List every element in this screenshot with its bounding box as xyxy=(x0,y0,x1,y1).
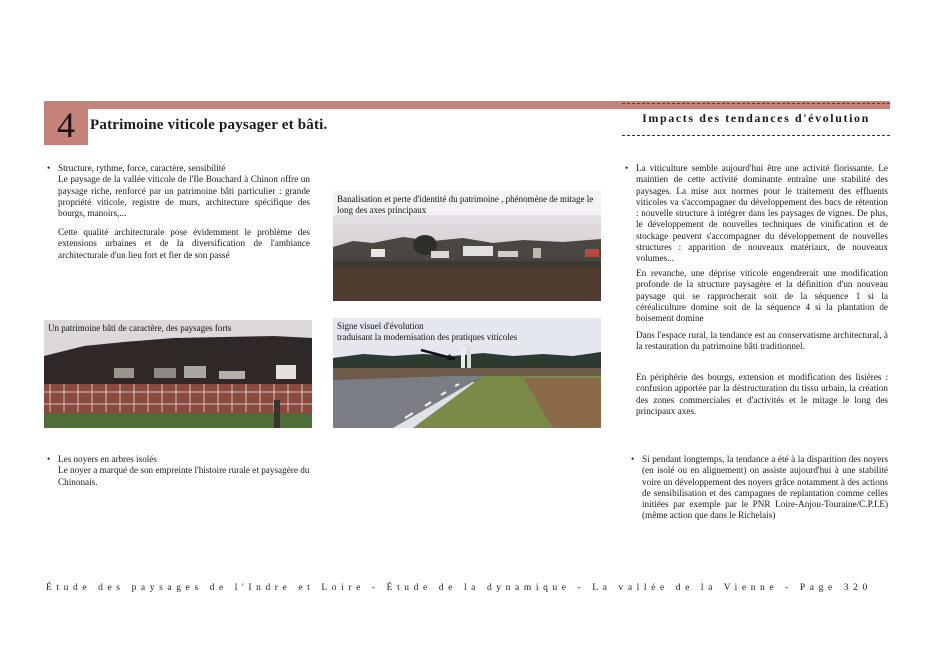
photo-village-plain xyxy=(333,191,601,301)
dashed-rule-top xyxy=(622,103,890,104)
impacts-heading: Impacts des tendances d'évolution xyxy=(642,111,870,125)
block-text: Si pendant longtemps, la tendance a été à la disparition des noyers (en isolé ou en alignement) on assiste aujourd'hui à une stabilité voire un développement des noyers grâce notamment à des actions de sensibilisation et des campagnes de replantation comme celles initiées par exemple par le PNR Loire-Anjou-Touraine/C.P.I.E) (même action que dans le Richelais) xyxy=(642,454,888,521)
dashed-rule-bottom xyxy=(622,135,890,136)
bullet: • xyxy=(47,163,51,173)
block-text: La viticulture semble aujourd'hui être une activité florissante. Le maintien de cette activité dominante entraîne une stabilité des paysages. La mise aux normes pour le traitement des effluents viticoles va s'accompagner du développement des bacs de rétention : nouvelle structure à intégrer dans les paysages de vignes. De plus, le développement de nouvelles techniques de vinification et de stockage peuvent s'accompagner du développement de nouvelles structures : apparition de nouveaux matériaux, de nouveaux volumes... xyxy=(636,163,888,264)
bullet: • xyxy=(47,454,51,464)
photo-caption: Un patrimoine bâti de caractère, des paysages forts xyxy=(48,323,232,333)
block-text: Le paysage de la vallée viticole de l'Ile Bouchard à Chinon offre un paysage riche, renforcé par un patrimoine bâti particulier : grande propriété viticole, registre de murs, architecture spécifique des bourgs, manoirs,... xyxy=(58,174,310,219)
bullet: • xyxy=(625,163,629,173)
page-footer: Étude des paysages de l'Indre et Loire - Étude de la dynamique - La vallée de la Vienne - Page 320 xyxy=(46,583,872,593)
right-block-noyers xyxy=(631,454,888,522)
left-block-noyers xyxy=(47,454,314,488)
block-heading: Les noyers en arbres isolés xyxy=(58,454,157,464)
left-block-quality: Cette qualité architecturale pose évidemment le problème des extensions urbaines et de la diversification de l'ambiance architecturale d'un lieu fort et fier de son passé xyxy=(58,227,310,260)
photo-caption: Banalisation et perte d'identité du patrimoine , phénomène de mitage le long des axes principaux xyxy=(337,194,594,215)
right-block-conservatisme: Dans l'espace rural, la tendance est au conservatisme architectural, à la restauration du patrimoine bâti traditionnel. xyxy=(636,330,888,352)
block-text: Le noyer a marqué de son empreinte l'histoire rurale et paysagère du Chinonais. xyxy=(58,465,310,487)
right-block-viticulture xyxy=(625,163,888,265)
landscape-image xyxy=(44,320,312,428)
photo-vineyard-hill xyxy=(44,320,312,428)
left-block-structure xyxy=(47,163,310,219)
photo-road-silos xyxy=(333,318,601,428)
right-block-deprise: En revanche, une déprise viticole engendrerait une modification profonde de la structure paysagère et la définition d'un nouveau paysage qui se rapprocherait soit de la séquence 1 si la céréaliculture domine soit de la séquence 4 si la plantation de boisement domine xyxy=(636,268,888,324)
page-title: Patrimoine viticole paysager et bâti. xyxy=(90,117,328,133)
section-number: 4 xyxy=(57,105,75,145)
right-block-peripherie: En périphérie des bourgs, extension et modification des lisières : confusion apportée par la déstructuration du tissu urbain, la création des zones commerciales et d'activités et le mitage le long des principaux axes. xyxy=(636,372,888,416)
bullet: • xyxy=(631,454,635,464)
photo-caption: Signe visuel d'évolution traduisant la modernisation des pratiques viticoles xyxy=(337,321,518,342)
block-heading: Structure, rythme, force, caractère, sensibilité xyxy=(58,163,226,173)
